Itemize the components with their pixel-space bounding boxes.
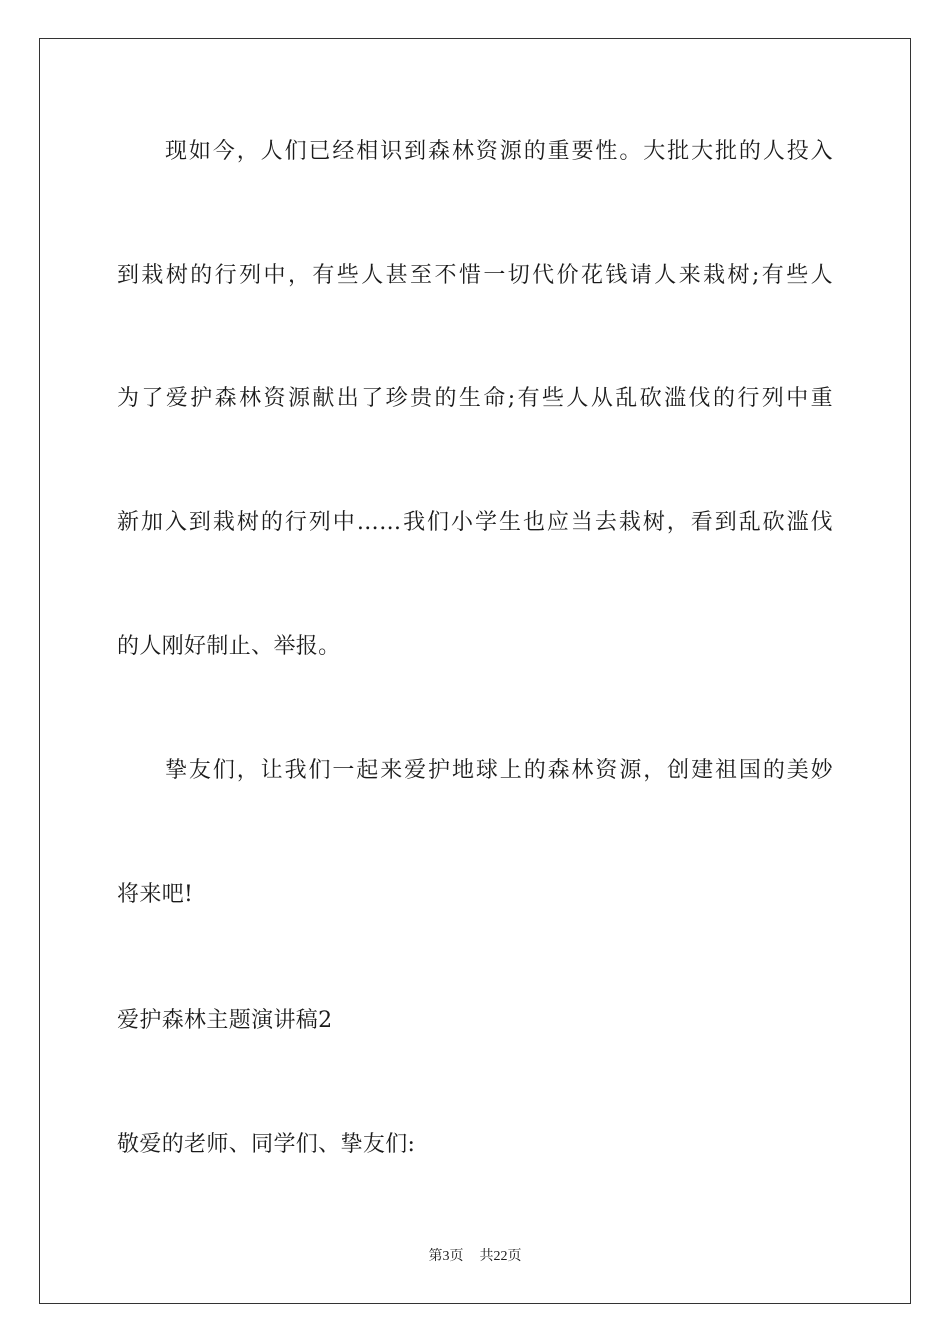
paragraph-1-line-1: 现如今，人们已经相识到森林资源的重要性。大批大批的人投入 [165, 139, 833, 164]
page-number: 第3页 [428, 1249, 464, 1264]
paragraph-2-line-1: 挚友们，让我们一起来爱护地球上的森林资源，创建祖国的美妙 [165, 758, 833, 783]
salutation: 敬爱的老师、同学们、挚友们: [117, 1132, 416, 1157]
paragraph-2-line-2: 将来吧! [117, 882, 194, 907]
page-footer [0, 1247, 950, 1267]
page-border [39, 38, 911, 1304]
paragraph-1-line-4: 新加入到栽树的行列中……我们小学生也应当去栽树，看到乱砍滥伐 [117, 510, 833, 535]
section-heading: 爱护森林主题演讲稿2 [117, 1008, 333, 1033]
paragraph-1-line-5: 的人刚好制止、举报。 [117, 634, 341, 659]
total-pages: 共22页 [479, 1249, 522, 1264]
paragraph-1-line-2: 到栽树的行列中，有些人甚至不惜一切代价花钱请人来栽树;有些人 [117, 263, 833, 288]
paragraph-1-line-3: 为了爱护森林资源献出了珍贵的生命;有些人从乱砍滥伐的行列中重 [117, 386, 833, 411]
